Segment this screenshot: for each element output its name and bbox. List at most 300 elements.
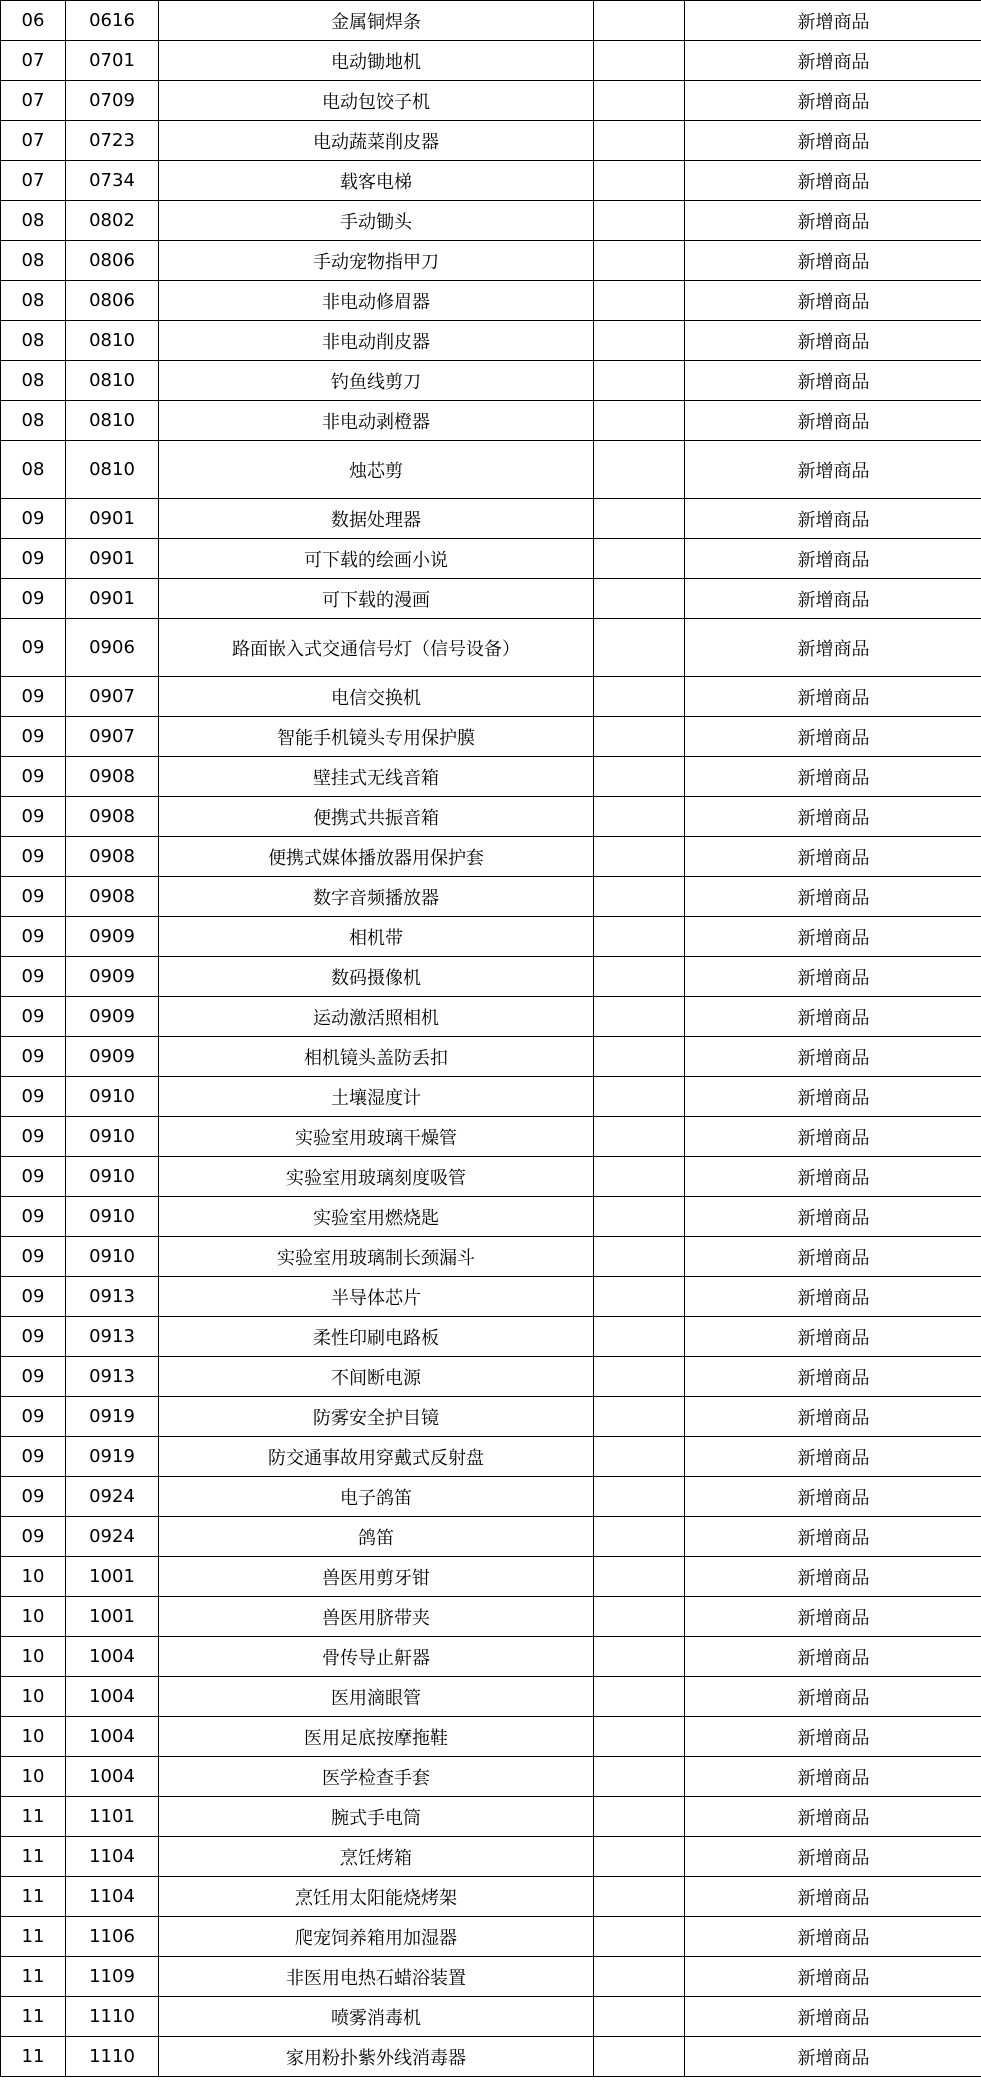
class-number-cell: 09 <box>1 579 66 619</box>
class-number-cell: 09 <box>1 1317 66 1357</box>
status-cell: 新增商品 <box>685 1877 981 1917</box>
note-cell <box>594 757 685 797</box>
group-code-cell: 0909 <box>66 997 159 1037</box>
group-code-cell: 0901 <box>66 579 159 619</box>
goods-name-cell: 防交通事故用穿戴式反射盘 <box>159 1437 594 1477</box>
group-code-cell: 0806 <box>66 241 159 281</box>
status-cell: 新增商品 <box>685 619 981 677</box>
table-row <box>1 441 981 499</box>
group-code-cell: 0806 <box>66 281 159 321</box>
group-code-cell: 0734 <box>66 161 159 201</box>
table-row <box>1 1917 981 1957</box>
status-cell: 新增商品 <box>685 1157 981 1197</box>
group-code-cell: 0908 <box>66 797 159 837</box>
group-code-cell: 0909 <box>66 957 159 997</box>
group-code-cell: 1101 <box>66 1797 159 1837</box>
table-row <box>1 1437 981 1477</box>
goods-name-cell: 非电动剥橙器 <box>159 401 594 441</box>
table-row <box>1 619 981 677</box>
status-cell: 新增商品 <box>685 1997 981 2037</box>
note-cell <box>594 1397 685 1437</box>
note-cell <box>594 1157 685 1197</box>
table-row <box>1 1 981 41</box>
status-cell: 新增商品 <box>685 1437 981 1477</box>
table-row <box>1 1237 981 1277</box>
goods-name-cell: 防雾安全护目镜 <box>159 1397 594 1437</box>
status-cell: 新增商品 <box>685 677 981 717</box>
table-row <box>1 1197 981 1237</box>
goods-name-cell: 柔性印刷电路板 <box>159 1317 594 1357</box>
note-cell <box>594 1 685 41</box>
status-cell: 新增商品 <box>685 1677 981 1717</box>
note-cell <box>594 361 685 401</box>
note-cell <box>594 997 685 1037</box>
note-cell <box>594 1677 685 1717</box>
note-cell <box>594 2037 685 2077</box>
table-row <box>1 957 981 997</box>
class-number-cell: 09 <box>1 1117 66 1157</box>
goods-name-cell: 数据处理器 <box>159 499 594 539</box>
note-cell <box>594 1197 685 1237</box>
group-code-cell: 0901 <box>66 499 159 539</box>
class-number-cell: 11 <box>1 2037 66 2077</box>
note-cell <box>594 1997 685 2037</box>
note-cell <box>594 1637 685 1677</box>
status-cell: 新增商品 <box>685 1717 981 1757</box>
class-number-cell: 09 <box>1 717 66 757</box>
class-number-cell: 10 <box>1 1637 66 1677</box>
class-number-cell: 09 <box>1 1277 66 1317</box>
class-number-cell: 07 <box>1 121 66 161</box>
group-code-cell: 1104 <box>66 1837 159 1877</box>
status-cell: 新增商品 <box>685 1757 981 1797</box>
goods-name-cell: 爬宠饲养箱用加湿器 <box>159 1917 594 1957</box>
group-code-cell: 0802 <box>66 201 159 241</box>
table-row <box>1 1397 981 1437</box>
status-cell: 新增商品 <box>685 201 981 241</box>
note-cell <box>594 1837 685 1877</box>
table-row <box>1 1317 981 1357</box>
table-row <box>1 1077 981 1117</box>
group-code-cell: 0701 <box>66 41 159 81</box>
goods-name-cell: 电信交换机 <box>159 677 594 717</box>
table-row <box>1 757 981 797</box>
table-row <box>1 1717 981 1757</box>
class-number-cell: 11 <box>1 1797 66 1837</box>
table-row <box>1 1477 981 1517</box>
group-code-cell: 0908 <box>66 837 159 877</box>
table-row <box>1 797 981 837</box>
note-cell <box>594 321 685 361</box>
status-cell: 新增商品 <box>685 1077 981 1117</box>
goods-name-cell: 土壤湿度计 <box>159 1077 594 1117</box>
class-number-cell: 09 <box>1 677 66 717</box>
table-row <box>1 1837 981 1877</box>
note-cell <box>594 499 685 539</box>
note-cell <box>594 579 685 619</box>
table-row <box>1 1957 981 1997</box>
table-row <box>1 1597 981 1637</box>
table-row <box>1 41 981 81</box>
table-row <box>1 1797 981 1837</box>
goods-name-cell: 家用粉扑紫外线消毒器 <box>159 2037 594 2077</box>
status-cell: 新增商品 <box>685 2037 981 2077</box>
table-row <box>1 401 981 441</box>
group-code-cell: 1004 <box>66 1677 159 1717</box>
status-cell: 新增商品 <box>685 241 981 281</box>
status-cell: 新增商品 <box>685 121 981 161</box>
class-number-cell: 11 <box>1 1957 66 1997</box>
status-cell: 新增商品 <box>685 757 981 797</box>
status-cell: 新增商品 <box>685 1197 981 1237</box>
goods-name-cell: 烹饪烤箱 <box>159 1837 594 1877</box>
note-cell <box>594 1117 685 1157</box>
table-row <box>1 1877 981 1917</box>
table-row <box>1 281 981 321</box>
group-code-cell: 1004 <box>66 1717 159 1757</box>
note-cell <box>594 161 685 201</box>
class-number-cell: 09 <box>1 619 66 677</box>
status-cell: 新增商品 <box>685 1637 981 1677</box>
class-number-cell: 11 <box>1 1997 66 2037</box>
note-cell <box>594 877 685 917</box>
group-code-cell: 0913 <box>66 1317 159 1357</box>
goods-name-cell: 不间断电源 <box>159 1357 594 1397</box>
note-cell <box>594 41 685 81</box>
goods-name-cell: 壁挂式无线音箱 <box>159 757 594 797</box>
class-number-cell: 10 <box>1 1757 66 1797</box>
note-cell <box>594 1477 685 1517</box>
goods-name-cell: 实验室用燃烧匙 <box>159 1197 594 1237</box>
class-number-cell: 09 <box>1 1437 66 1477</box>
table-row <box>1 717 981 757</box>
table-row <box>1 1037 981 1077</box>
table-row <box>1 837 981 877</box>
goods-name-cell: 医用足底按摩拖鞋 <box>159 1717 594 1757</box>
table-row <box>1 321 981 361</box>
class-number-cell: 10 <box>1 1717 66 1757</box>
class-number-cell: 09 <box>1 837 66 877</box>
note-cell <box>594 401 685 441</box>
group-code-cell: 0909 <box>66 917 159 957</box>
class-number-cell: 09 <box>1 1357 66 1397</box>
note-cell <box>594 917 685 957</box>
class-number-cell: 09 <box>1 539 66 579</box>
table-row <box>1 241 981 281</box>
class-number-cell: 09 <box>1 877 66 917</box>
goods-name-cell: 医学检查手套 <box>159 1757 594 1797</box>
table-row <box>1 1997 981 2037</box>
note-cell <box>594 201 685 241</box>
status-cell: 新增商品 <box>685 1917 981 1957</box>
note-cell <box>594 957 685 997</box>
goods-name-cell: 运动激活照相机 <box>159 997 594 1037</box>
note-cell <box>594 1237 685 1277</box>
table-row <box>1 81 981 121</box>
table-row <box>1 121 981 161</box>
table-row <box>1 1637 981 1677</box>
note-cell <box>594 1517 685 1557</box>
class-number-cell: 09 <box>1 499 66 539</box>
class-number-cell: 09 <box>1 997 66 1037</box>
class-number-cell: 08 <box>1 321 66 361</box>
note-cell <box>594 539 685 579</box>
table-row <box>1 361 981 401</box>
note-cell <box>594 81 685 121</box>
class-number-cell: 09 <box>1 917 66 957</box>
note-cell <box>594 1277 685 1317</box>
class-number-cell: 08 <box>1 281 66 321</box>
goods-name-cell: 路面嵌入式交通信号灯（信号设备） <box>159 619 594 677</box>
table-row <box>1 2037 981 2077</box>
status-cell: 新增商品 <box>685 877 981 917</box>
class-number-cell: 09 <box>1 757 66 797</box>
goods-name-cell: 钓鱼线剪刀 <box>159 361 594 401</box>
table-row <box>1 539 981 579</box>
goods-name-cell: 实验室用玻璃制长颈漏斗 <box>159 1237 594 1277</box>
table-row <box>1 997 981 1037</box>
status-cell: 新增商品 <box>685 361 981 401</box>
status-cell: 新增商品 <box>685 321 981 361</box>
note-cell <box>594 1717 685 1757</box>
note-cell <box>594 1037 685 1077</box>
goods-name-cell: 载客电梯 <box>159 161 594 201</box>
table-row <box>1 201 981 241</box>
group-code-cell: 1110 <box>66 2037 159 2077</box>
note-cell <box>594 619 685 677</box>
group-code-cell: 0810 <box>66 441 159 499</box>
status-cell: 新增商品 <box>685 1837 981 1877</box>
note-cell <box>594 241 685 281</box>
goods-name-cell: 相机带 <box>159 917 594 957</box>
group-code-cell: 0910 <box>66 1157 159 1197</box>
status-cell: 新增商品 <box>685 1237 981 1277</box>
status-cell: 新增商品 <box>685 917 981 957</box>
group-code-cell: 1004 <box>66 1637 159 1677</box>
goods-name-cell: 手动宠物指甲刀 <box>159 241 594 281</box>
goods-name-cell: 金属铜焊条 <box>159 1 594 41</box>
status-cell: 新增商品 <box>685 1397 981 1437</box>
status-cell: 新增商品 <box>685 1037 981 1077</box>
class-number-cell: 11 <box>1 1877 66 1917</box>
group-code-cell: 0919 <box>66 1437 159 1477</box>
status-cell: 新增商品 <box>685 401 981 441</box>
note-cell <box>594 717 685 757</box>
status-cell: 新增商品 <box>685 281 981 321</box>
status-cell: 新增商品 <box>685 1117 981 1157</box>
goods-name-cell: 相机镜头盖防丢扣 <box>159 1037 594 1077</box>
class-number-cell: 06 <box>1 1 66 41</box>
note-cell <box>594 1357 685 1397</box>
table-row <box>1 1157 981 1197</box>
goods-name-cell: 数码摄像机 <box>159 957 594 997</box>
group-code-cell: 0910 <box>66 1237 159 1277</box>
note-cell <box>594 1757 685 1797</box>
class-number-cell: 11 <box>1 1917 66 1957</box>
class-number-cell: 09 <box>1 1157 66 1197</box>
goods-name-cell: 医用滴眼管 <box>159 1677 594 1717</box>
status-cell: 新增商品 <box>685 1557 981 1597</box>
status-cell: 新增商品 <box>685 1477 981 1517</box>
group-code-cell: 0906 <box>66 619 159 677</box>
group-code-cell: 0913 <box>66 1357 159 1397</box>
goods-name-cell: 便携式媒体播放器用保护套 <box>159 837 594 877</box>
group-code-cell: 0810 <box>66 401 159 441</box>
goods-name-cell: 鸽笛 <box>159 1517 594 1557</box>
status-cell: 新增商品 <box>685 837 981 877</box>
group-code-cell: 1109 <box>66 1957 159 1997</box>
table-row <box>1 579 981 619</box>
table-row <box>1 1117 981 1157</box>
status-cell: 新增商品 <box>685 579 981 619</box>
note-cell <box>594 1917 685 1957</box>
note-cell <box>594 837 685 877</box>
class-number-cell: 09 <box>1 1397 66 1437</box>
goods-name-cell: 电动锄地机 <box>159 41 594 81</box>
group-code-cell: 0910 <box>66 1197 159 1237</box>
table-row <box>1 1517 981 1557</box>
table-row <box>1 917 981 957</box>
group-code-cell: 0723 <box>66 121 159 161</box>
class-number-cell: 10 <box>1 1677 66 1717</box>
class-number-cell: 07 <box>1 161 66 201</box>
note-cell <box>594 1957 685 1997</box>
status-cell: 新增商品 <box>685 81 981 121</box>
group-code-cell: 0908 <box>66 877 159 917</box>
status-cell: 新增商品 <box>685 441 981 499</box>
class-number-cell: 09 <box>1 1037 66 1077</box>
goods-name-cell: 骨传导止鼾器 <box>159 1637 594 1677</box>
group-code-cell: 0901 <box>66 539 159 579</box>
class-number-cell: 09 <box>1 797 66 837</box>
goods-name-cell: 喷雾消毒机 <box>159 1997 594 2037</box>
table-row <box>1 1677 981 1717</box>
table-row <box>1 877 981 917</box>
note-cell <box>594 1877 685 1917</box>
group-code-cell: 0616 <box>66 1 159 41</box>
status-cell: 新增商品 <box>685 1277 981 1317</box>
goods-name-cell: 实验室用玻璃干燥管 <box>159 1117 594 1157</box>
goods-name-cell: 便携式共振音箱 <box>159 797 594 837</box>
group-code-cell: 0810 <box>66 361 159 401</box>
goods-name-cell: 非电动削皮器 <box>159 321 594 361</box>
class-number-cell: 10 <box>1 1557 66 1597</box>
note-cell <box>594 1437 685 1477</box>
class-number-cell: 09 <box>1 1197 66 1237</box>
group-code-cell: 0924 <box>66 1517 159 1557</box>
group-code-cell: 0810 <box>66 321 159 361</box>
group-code-cell: 1004 <box>66 1757 159 1797</box>
class-number-cell: 08 <box>1 241 66 281</box>
class-number-cell: 07 <box>1 41 66 81</box>
status-cell: 新增商品 <box>685 797 981 837</box>
table-row <box>1 1357 981 1397</box>
note-cell <box>594 121 685 161</box>
status-cell: 新增商品 <box>685 499 981 539</box>
group-code-cell: 0907 <box>66 717 159 757</box>
note-cell <box>594 1597 685 1637</box>
group-code-cell: 1001 <box>66 1557 159 1597</box>
status-cell: 新增商品 <box>685 717 981 757</box>
class-number-cell: 09 <box>1 1237 66 1277</box>
class-number-cell: 09 <box>1 1477 66 1517</box>
note-cell <box>594 677 685 717</box>
table-row <box>1 1757 981 1797</box>
class-number-cell: 08 <box>1 361 66 401</box>
group-code-cell: 0907 <box>66 677 159 717</box>
status-cell: 新增商品 <box>685 1357 981 1397</box>
group-code-cell: 0910 <box>66 1117 159 1157</box>
goods-name-cell: 半导体芯片 <box>159 1277 594 1317</box>
status-cell: 新增商品 <box>685 1517 981 1557</box>
group-code-cell: 0908 <box>66 757 159 797</box>
group-code-cell: 0709 <box>66 81 159 121</box>
status-cell: 新增商品 <box>685 1797 981 1837</box>
table-row <box>1 677 981 717</box>
group-code-cell: 0919 <box>66 1397 159 1437</box>
group-code-cell: 1001 <box>66 1597 159 1637</box>
goods-name-cell: 数字音频播放器 <box>159 877 594 917</box>
group-code-cell: 1106 <box>66 1917 159 1957</box>
goods-name-cell: 兽医用剪牙钳 <box>159 1557 594 1597</box>
note-cell <box>594 1797 685 1837</box>
note-cell <box>594 797 685 837</box>
group-code-cell: 0909 <box>66 1037 159 1077</box>
goods-table-body <box>1 1 981 2077</box>
goods-name-cell: 可下载的绘画小说 <box>159 539 594 579</box>
group-code-cell: 1110 <box>66 1997 159 2037</box>
note-cell <box>594 1077 685 1117</box>
class-number-cell: 08 <box>1 401 66 441</box>
goods-name-cell: 实验室用玻璃刻度吸管 <box>159 1157 594 1197</box>
goods-name-cell: 电动蔬菜削皮器 <box>159 121 594 161</box>
class-number-cell: 07 <box>1 81 66 121</box>
note-cell <box>594 441 685 499</box>
goods-name-cell: 非医用电热石蜡浴装置 <box>159 1957 594 1997</box>
status-cell: 新增商品 <box>685 1597 981 1637</box>
class-number-cell: 09 <box>1 1517 66 1557</box>
table-row <box>1 1557 981 1597</box>
status-cell: 新增商品 <box>685 997 981 1037</box>
goods-name-cell: 腕式手电筒 <box>159 1797 594 1837</box>
group-code-cell: 0913 <box>66 1277 159 1317</box>
goods-name-cell: 烛芯剪 <box>159 441 594 499</box>
goods-name-cell: 电动包饺子机 <box>159 81 594 121</box>
group-code-cell: 0910 <box>66 1077 159 1117</box>
table-row <box>1 161 981 201</box>
note-cell <box>594 1317 685 1357</box>
goods-name-cell: 烹饪用太阳能烧烤架 <box>159 1877 594 1917</box>
group-code-cell: 0924 <box>66 1477 159 1517</box>
status-cell: 新增商品 <box>685 957 981 997</box>
goods-name-cell: 兽医用脐带夹 <box>159 1597 594 1637</box>
class-number-cell: 10 <box>1 1597 66 1637</box>
goods-name-cell: 手动锄头 <box>159 201 594 241</box>
class-number-cell: 09 <box>1 1077 66 1117</box>
status-cell: 新增商品 <box>685 539 981 579</box>
status-cell: 新增商品 <box>685 1317 981 1357</box>
goods-name-cell: 可下载的漫画 <box>159 579 594 619</box>
table-row <box>1 1277 981 1317</box>
status-cell: 新增商品 <box>685 1 981 41</box>
goods-name-cell: 非电动修眉器 <box>159 281 594 321</box>
status-cell: 新增商品 <box>685 1957 981 1997</box>
note-cell <box>594 1557 685 1597</box>
class-number-cell: 09 <box>1 957 66 997</box>
class-number-cell: 11 <box>1 1837 66 1877</box>
status-cell: 新增商品 <box>685 161 981 201</box>
class-number-cell: 08 <box>1 201 66 241</box>
